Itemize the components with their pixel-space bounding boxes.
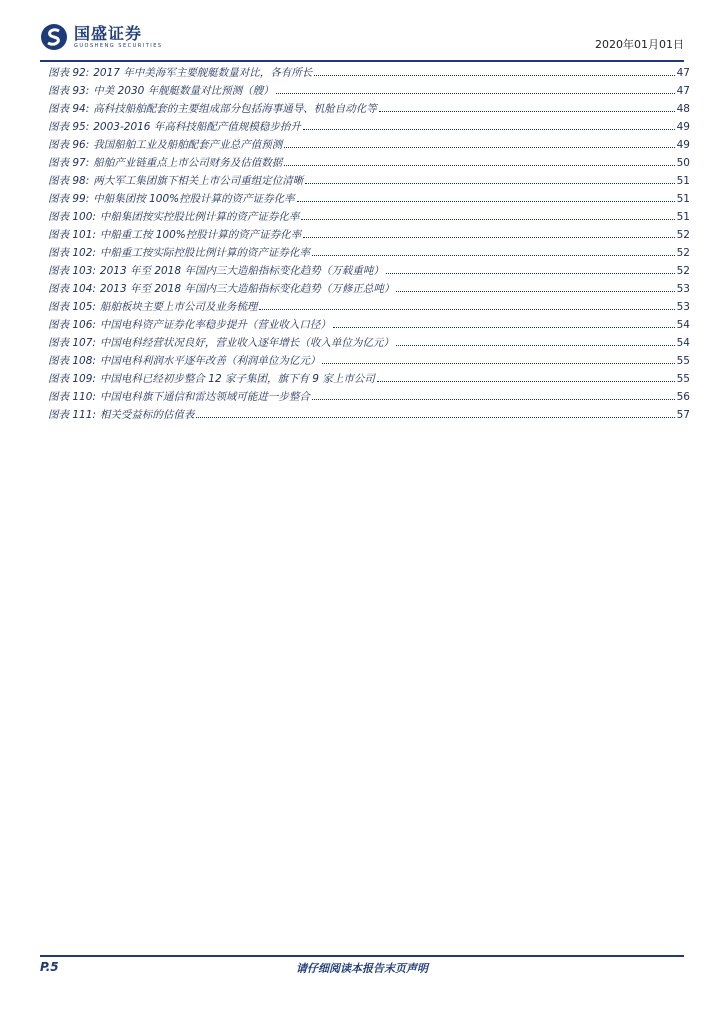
- toc-entry[interactable]: [48, 83, 690, 101]
- toc-figure-label: 图表 105:: [48, 301, 96, 313]
- toc-page-number: 54: [676, 337, 690, 349]
- toc-figure-label: 图表 101:: [48, 229, 96, 241]
- toc-leader-dots: [386, 273, 675, 274]
- header-divider: [40, 60, 684, 62]
- toc-leader-dots: [312, 255, 675, 256]
- toc-figure-title: 中船集团按实控股比例计算的资产证券化率: [99, 211, 300, 223]
- toc-leader-dots: [377, 381, 675, 382]
- toc-figure-label: 图表 92:: [48, 67, 90, 79]
- guosheng-logo-icon: [40, 23, 68, 51]
- footer-divider: [40, 955, 684, 957]
- report-date: 2020年01月01日: [595, 38, 684, 51]
- toc-leader-dots: [303, 237, 674, 238]
- toc-leader-dots: [303, 129, 675, 130]
- toc-figure-label: 图表 94:: [48, 103, 90, 115]
- toc-figure-label: 图表 109:: [48, 373, 96, 385]
- toc-entry[interactable]: [48, 353, 690, 371]
- toc-leader-dots: [314, 75, 674, 76]
- toc-entry[interactable]: [48, 137, 690, 155]
- toc-figure-title: 中船集团按 100%控股计算的资产证券化率: [93, 193, 295, 205]
- toc-figure-title: 两大军工集团旗下相关上市公司重组定位清晰: [93, 175, 304, 187]
- toc-entry[interactable]: [48, 335, 690, 353]
- page-header: [40, 20, 684, 62]
- toc-entry[interactable]: [48, 227, 690, 245]
- page-number: P.5: [40, 960, 59, 974]
- toc-figure-label: 图表 93:: [48, 85, 90, 97]
- toc-figure-title: 2017 年中美海军主要舰艇数量对比，各有所长: [93, 67, 313, 79]
- toc-leader-dots: [312, 399, 675, 400]
- toc-figure-label: 图表 106:: [48, 319, 96, 331]
- toc-page-number: 47: [676, 85, 690, 97]
- toc-entry[interactable]: [48, 191, 690, 209]
- toc-figure-title: 高科技船舶配套的主要组成部分包括海事通导、机舱自动化等: [93, 103, 377, 115]
- toc-page-number: 48: [676, 103, 690, 115]
- toc-leader-dots: [284, 147, 674, 148]
- toc-entry[interactable]: [48, 101, 690, 119]
- toc-page-number: 57: [676, 409, 690, 421]
- toc-figure-title: 中美 2030 年舰艇数量对比预测（艘）: [93, 85, 274, 97]
- toc-entry[interactable]: [48, 119, 690, 137]
- toc-page-number: 51: [676, 175, 690, 187]
- toc-page-number: 49: [676, 121, 690, 133]
- toc-leader-dots: [396, 291, 674, 292]
- toc-leader-dots: [259, 309, 674, 310]
- toc-page-number: 54: [676, 319, 690, 331]
- toc-page-number: 55: [676, 355, 690, 367]
- toc-figure-title: 船舶板块主要上市公司及业务梳理: [99, 301, 258, 313]
- toc-figure-title: 中船重工按 100%控股计算的资产证券化率: [99, 229, 302, 241]
- toc-entry[interactable]: [48, 317, 690, 335]
- toc-figure-title: 我国船舶工业及船舶配套产业总产值预测: [93, 139, 283, 151]
- toc-page-number: 49: [676, 139, 690, 151]
- toc-figure-label: 图表 100:: [48, 211, 96, 223]
- toc-figure-title: 中国电科利润水平逐年改善（利润单位为亿元）: [99, 355, 321, 367]
- toc-entry[interactable]: [48, 173, 690, 191]
- toc-figure-label: 图表 103:: [48, 265, 96, 277]
- toc-figure-label: 图表 110:: [48, 391, 96, 403]
- toc-page-number: 51: [676, 211, 690, 223]
- toc-leader-dots: [276, 93, 675, 94]
- toc-leader-dots: [396, 345, 675, 346]
- toc-page-number: 55: [676, 373, 690, 385]
- toc-entry[interactable]: [48, 263, 690, 281]
- disclaimer-note: 请仔细阅读本报告末页声明: [296, 962, 428, 975]
- toc-figure-title: 相关受益标的估值表: [99, 409, 195, 421]
- toc-entry[interactable]: [48, 389, 690, 407]
- figure-list: [48, 65, 690, 425]
- toc-leader-dots: [305, 183, 674, 184]
- toc-leader-dots: [284, 165, 674, 166]
- logo-chinese-name: 国盛证券: [74, 23, 143, 43]
- toc-figure-title: 中国电科旗下通信和雷达领域可能进一步整合: [99, 391, 310, 403]
- toc-figure-label: 图表 108:: [48, 355, 96, 367]
- logo-english-name: GUOSHENG SECURITIES: [74, 42, 163, 49]
- toc-entry[interactable]: [48, 209, 690, 227]
- toc-figure-label: 图表 97:: [48, 157, 90, 169]
- toc-page-number: 53: [676, 283, 690, 295]
- toc-leader-dots: [196, 417, 674, 418]
- toc-entry[interactable]: [48, 155, 690, 173]
- toc-entry[interactable]: [48, 281, 690, 299]
- toc-leader-dots: [379, 111, 675, 112]
- toc-entry[interactable]: [48, 371, 690, 389]
- toc-page-number: 50: [676, 157, 690, 169]
- toc-figure-title: 船舶产业链重点上市公司财务及估值数据: [93, 157, 283, 169]
- toc-figure-title: 中国电科已经初步整合 12 家子集团，旗下有 9 家上市公司: [99, 373, 375, 385]
- toc-page-number: 52: [676, 229, 690, 241]
- toc-leader-dots: [301, 219, 674, 220]
- toc-figure-label: 图表 107:: [48, 337, 96, 349]
- toc-figure-label: 图表 99:: [48, 193, 90, 205]
- toc-leader-dots: [297, 201, 675, 202]
- toc-figure-title: 2003-2016 年高科技船配产值规模稳步抬升: [93, 121, 301, 133]
- toc-figure-label: 图表 111:: [48, 409, 96, 421]
- toc-entry[interactable]: [48, 407, 690, 425]
- toc-leader-dots: [322, 363, 674, 364]
- toc-figure-title: 2013 年至 2018 年国内三大造船指标变化趋势（万载重吨）: [99, 265, 384, 277]
- toc-figure-title: 2013 年至 2018 年国内三大造船指标变化趋势（万修正总吨）: [99, 283, 395, 295]
- toc-entry[interactable]: [48, 245, 690, 263]
- toc-leader-dots: [333, 327, 675, 328]
- toc-figure-label: 图表 102:: [48, 247, 96, 259]
- toc-page-number: 52: [676, 265, 690, 277]
- toc-page-number: 53: [676, 301, 690, 313]
- toc-page-number: 52: [676, 247, 690, 259]
- toc-entry[interactable]: [48, 65, 690, 83]
- toc-figure-title: 中国电科资产证券化率稳步提升（营业收入口径）: [99, 319, 331, 331]
- toc-page-number: 56: [676, 391, 690, 403]
- toc-figure-label: 图表 95:: [48, 121, 90, 133]
- toc-figure-label: 图表 98:: [48, 175, 90, 187]
- company-logo: [40, 20, 163, 54]
- toc-page-number: 51: [676, 193, 690, 205]
- toc-page-number: 47: [676, 67, 690, 79]
- toc-entry[interactable]: [48, 299, 690, 317]
- toc-figure-title: 中船重工按实际控股比例计算的资产证券化率: [99, 247, 310, 259]
- toc-figure-title: 中国电科经营状况良好，营业收入逐年增长（收入单位为亿元）: [99, 337, 394, 349]
- toc-figure-label: 图表 104:: [48, 283, 96, 295]
- toc-figure-label: 图表 96:: [48, 139, 90, 151]
